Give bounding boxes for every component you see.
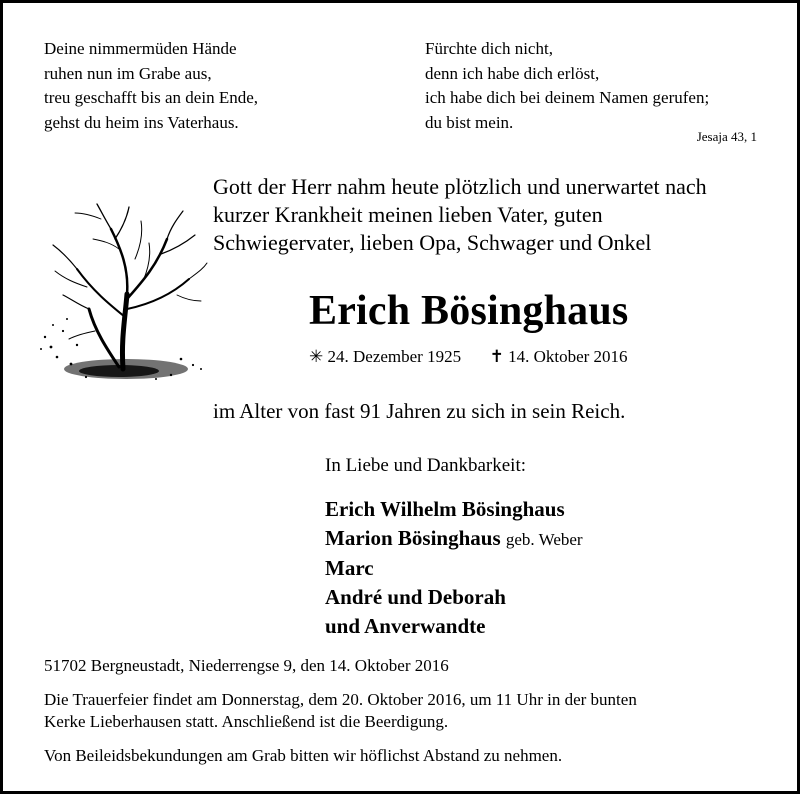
verse-right-line: ich habe dich bei deinem Namen gerufen; (425, 88, 710, 107)
verse-right-line: denn ich habe dich erlöst, (425, 63, 600, 83)
verse-right-line: du bist mein. (425, 112, 514, 132)
mourner-item: André und Deborah (325, 585, 506, 609)
funeral-info (44, 689, 637, 733)
funeral-line: Die Trauerfeier findet am Donnerstag, dem 20. Oktober 2016, um 11 Uhr in der bunten (44, 690, 637, 709)
death-cross-icon: ✝ (489, 347, 504, 366)
deceased-name: Erich Bösinghaus (309, 288, 629, 334)
mourner-note: geb. Weber (505, 530, 583, 549)
funeral-line: Kerke Lieberhausen statt. Anschließend ist die Beerdigung. (44, 712, 449, 731)
intro-line: kurzer Krankheit meinen lieben Vater, guten (213, 202, 603, 227)
mourner-item: Marion Bösinghaus geb. Weber (325, 526, 583, 550)
mourner-item: und Anverwandte (325, 614, 486, 638)
verse-right (425, 37, 709, 135)
intro-line: Schwiegervater, lieben Opa, Schwager und Onkel (213, 230, 652, 255)
birth-star-icon: ✳ (309, 347, 324, 366)
verse-left-line: treu geschafft bis an dein Ende, (44, 88, 259, 107)
tree-icon (31, 199, 211, 389)
mourner-item: Erich Wilhelm Bösinghaus (325, 497, 565, 521)
thanks-line: In Liebe und Dankbarkeit: (325, 455, 527, 476)
verse-left-line: ruhen nun im Grabe aus, (44, 63, 212, 83)
intro-text (213, 173, 707, 257)
birth-date: 24. Dezember 1925 (327, 347, 462, 366)
verse-left-line: Deine nimmermüden Hände (44, 39, 237, 58)
verse-right-line: Fürchte dich nicht, (425, 39, 553, 58)
condolence-line: Von Beileidsbekundungen am Grab bitten wir höflichst Abstand zu nehmen. (44, 746, 563, 765)
death-date: 14. Oktober 2016 (508, 347, 628, 366)
verse-left-line: gehst du heim ins Vaterhaus. (44, 112, 239, 132)
verse-left (44, 37, 258, 135)
mourner-item: Marc (325, 556, 374, 580)
mourners-list (325, 495, 583, 641)
age-line: im Alter von fast 91 Jahren zu sich in sein Reich. (213, 399, 626, 423)
address-line: 51702 Bergneustadt, Niederrengse 9, den 14. Oktober 2016 (44, 656, 449, 675)
verse-source: Jesaja 43, 1 (696, 129, 757, 144)
life-dates (309, 347, 628, 367)
intro-line: Gott der Herr nahm heute plötzlich und unerwartet nach (213, 174, 707, 199)
